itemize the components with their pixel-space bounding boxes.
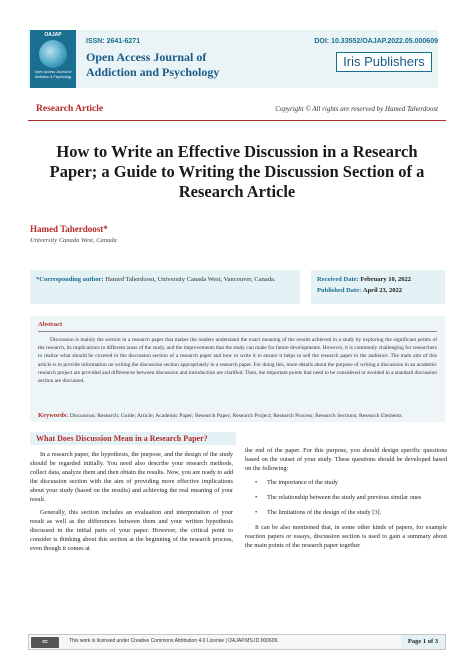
received-date: February 10, 2022 [360,276,412,283]
corresponding-author-label: *Corresponding author: [36,276,104,283]
paragraph: the end of the paper. For this purpose, you should design specific questions based on the outset of your study. These questions should be developed based on the following: [245,447,447,472]
bullet-text: The importance of the study [267,479,338,486]
abstract-text: Discussion is mainly the section in a research paper that makes the readers understand the exact meaning of the results achieved in a study by exploring the significant points of the research, its implications in different areas of the study, and the improvements that the study can make for future developments. However, it is commonly challenging for researchers to realize what should be covered in the discussion section of a research paper and how to write it to ensure it helps to sell the research paper to the audience. The main aim of this article is to provide information on writing the discussion section appropriately in a research paper. For doing this, more details about the purpose of writing a discussion in an academic research project are provided and differences between discussion and introduction are clarified. Then, the important points that need to be considered or avoided in a standard discussion section are discussed. [38,337,437,385]
globe-icon [39,40,67,68]
corresponding-author-text: Hamed Taherdoost, University Canada West, Vancouver, Canada. [105,276,276,283]
keywords-label: Keywords: [38,412,69,419]
journal-header [0,0,474,90]
paragraph: It can be also mentioned that, in some other kinds of papers, for example reaction papers or essays, discussion section is used to gain a summary about the main points of the research paper together [245,524,447,549]
bullet-item [245,478,447,487]
paragraph: Generally, this section includes an evaluation and interpretation of your result as well as the differences between them and your written hypothesis discussed in the initial parts of your paper. However, the critical point to consider is thinking about this section at the beginning of the research process, even though it comes at [30,509,233,552]
published-date-label: Published Date: [317,287,362,294]
title-line3: Research Article [178,182,296,201]
author-name: Hamed Taherdoost* [30,224,108,234]
page-number: Page 1 of 3 [401,635,445,649]
doi-link[interactable]: DOI: 10.33552/OAJAP.2022.05.000609 [314,38,438,45]
journal-name-line1: Open Access Journal of [86,50,207,64]
received-date-label: Received Date: [317,276,359,283]
keywords [38,412,438,419]
logo-abbreviation: OAJAP [44,32,62,38]
abstract-heading: Abstract [38,321,63,328]
title-line1: How to Write an Effective Discussion in a Research [56,142,418,161]
bullet-text: The limitations of the design of the study [3]. [267,509,382,516]
logo-caption: Open Access Journal of Addiction & Psychology [34,70,72,79]
page-footer [28,634,446,650]
bullet-icon: • [255,494,258,501]
bullet-item [245,493,447,502]
bullet-icon: • [255,479,258,486]
title-line2: Paper; a Guide to Writing the Discussion Section of a [49,162,425,181]
dates-box [311,270,445,304]
abstract-divider [38,331,437,332]
corresponding-author-box [30,270,300,304]
paragraph: In a research paper, the hypothesis, the purpose, and the design of the study should be regarded initially. You need also describe your research methods, collect data, analyze them and then obtain the results. Now, you are ready to add the discussion section with the aim of providing more effective implications about your study (based on the results) and achieving the real meaning of your result. [30,451,233,503]
article-type: Research Article [36,104,104,114]
bullet-item [245,508,447,517]
journal-logo [30,30,76,88]
license-text: This work is licensed under Creative Commons Attribution 4.0 License | OAJAP.MS.ID.000609. [69,638,279,644]
bullet-icon: • [255,509,258,516]
publisher-logo: Iris Publishers [336,52,432,72]
body-column-right [245,446,447,555]
abstract-box [30,316,445,422]
body-column-left [30,450,233,557]
issn: ISSN: 2641-6271 [86,38,141,45]
journal-name [86,50,219,80]
section-heading: What Does Discussion Mean in a Research Paper? [36,434,208,443]
bullet-text: The relationship between the study and previous similar ones [267,494,422,501]
creative-commons-icon[interactable]: cc [31,637,59,648]
article-title [40,142,434,202]
author-affiliation: University Canada West, Canada [30,237,117,244]
keywords-text: Discussion; Research; Guide; Article; Academic Paper; Research Paper; Research Project; Research Process; Research Sections; Research Elements [69,413,402,419]
published-date: April 23, 2022 [362,287,403,294]
copyright-notice: Copyright © All rights are reserved by Hamed Taherdoost [275,105,438,113]
header-divider [28,120,446,121]
journal-name-line2: Addiction and Psychology [86,65,220,79]
